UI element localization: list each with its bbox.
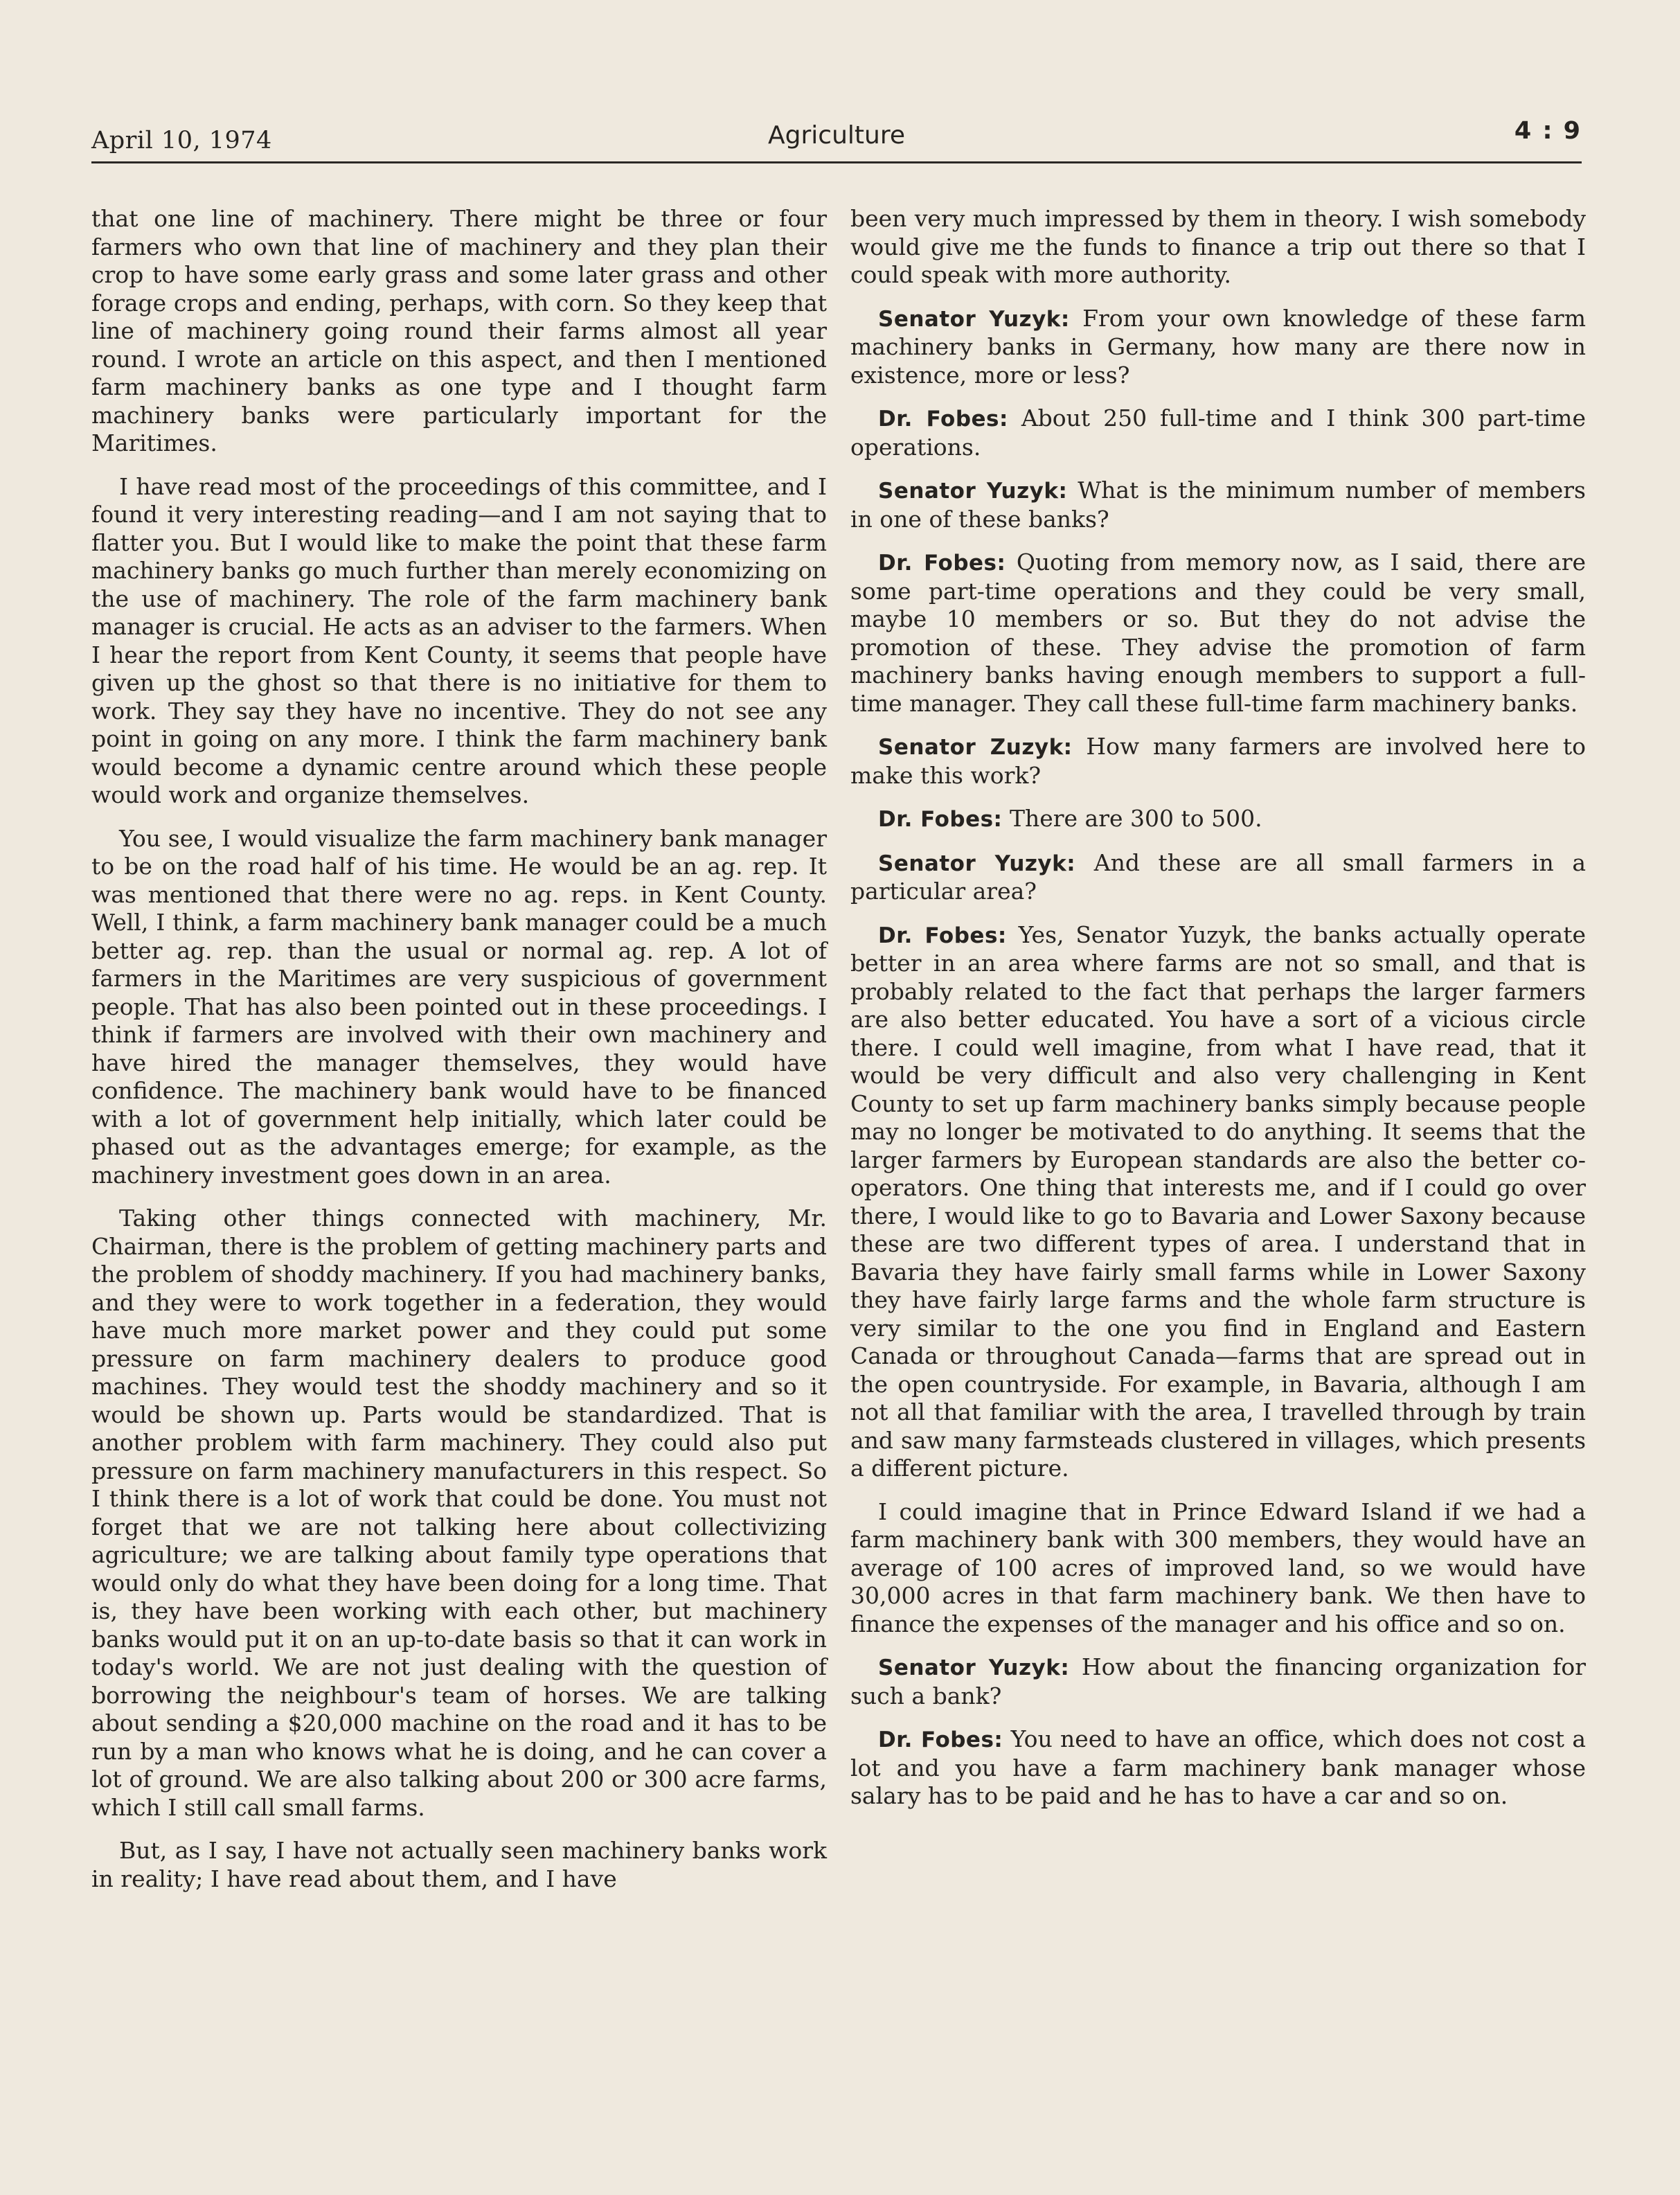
speaker-name: Dr. Fobes: bbox=[878, 407, 1008, 432]
speaker-paragraph bbox=[850, 921, 1586, 1483]
paragraph-text: Quoting from memory now, as I said, there are some part-time operations and they could be very small, maybe 10 members or so. But they do not advise the promotion of these. They advise the promotion of farm machinery banks having enough members to support a full-time manager. They call these full-time farm machinery banks. bbox=[850, 549, 1586, 717]
paragraph-text: You need to have an office, which does not cost a lot and you have a farm machinery bank manager whose salary has to be paid and he has to have a car and so on. bbox=[850, 1725, 1586, 1809]
paragraph-text: But, as I say, I have not actually seen machinery banks work in reality; I have read about them, and I have bbox=[91, 1837, 827, 1892]
paragraph bbox=[850, 205, 1586, 290]
speaker-paragraph bbox=[850, 477, 1586, 533]
paragraph bbox=[850, 1498, 1586, 1639]
speaker-paragraph bbox=[850, 849, 1586, 906]
page-header bbox=[91, 117, 1582, 170]
right-column bbox=[850, 205, 1586, 1826]
paragraph bbox=[91, 1205, 827, 1822]
paragraph-text: been very much impressed by them in theory. I wish somebody would give me the funds to finance a trip out there so that I could speak with more authority. bbox=[850, 205, 1586, 288]
speaker-name: Dr. Fobes: bbox=[878, 1727, 1003, 1752]
paragraph-text: And these are all small farmers in a particular area? bbox=[850, 848, 1586, 905]
paragraph-text: Taking other things connected with machinery, Mr. Chairman, there is the problem of getting machinery parts and the problem of shoddy machinery. If you had machinery banks, and they were to work together in a federation, they would have much more market power and they could put some pressure on farm machinery dealers to produce good machines. They would test the shoddy machinery and so it would be shown up. Parts would be standardized. That is another problem with farm machinery. They could also put pressure on farm machinery manufacturers in this respect. So I think there is a lot of work that could be done. You must not forget that we are not talking here about collectivizing agriculture; we are talking about family type operations that would only do what they have been doing for a long time. That is, they have been working with each other, but machinery banks would put it on an up-to-date basis so that it can work in today's world. We are not just dealing with the question of borrowing the neighbour's team of horses. We are talking about sending a $20,000 machine on the road and it has to be run by a man who knows what he is doing, and he can cover a lot of ground. We are also talking about 200 or 300 acre farms, which I still call small farms. bbox=[91, 1205, 827, 1821]
header-section-title: Agriculture bbox=[768, 121, 905, 150]
paragraph-text: About 250 full-time and I think 300 part-time operations. bbox=[850, 405, 1586, 461]
header-page-number: 4 : 9 bbox=[1514, 117, 1582, 145]
speaker-name: Senator Yuzyk: bbox=[878, 306, 1070, 332]
paragraph-text: that one line of machinery. There might be three or four farmers who own that line of machinery and they plan their crop to have some early grass and some later grass and other forage crops and ending, perhaps, with corn. So they keep that line of machinery going round their farms almost all year round. I wrote an article on this aspect, and then I mentioned farm machinery banks as one type and I thought farm machinery banks were particularly important for the Maritimes. bbox=[91, 205, 827, 456]
paragraph-text: From your own knowledge of these farm machinery banks in Germany, how many are there now in existence, more or less? bbox=[850, 304, 1586, 389]
paragraph bbox=[91, 825, 827, 1190]
paragraph-text: What is the minimum number of members in one of these banks? bbox=[850, 477, 1586, 533]
speaker-name: Senator Zuzyk: bbox=[878, 735, 1073, 760]
paragraph-text: I have read most of the proceedings of this committee, and I found it very interesting reading—and I am not saying that to flatter you. But I would like to make the point that these farm machinery banks go much further than merely economizing on the use of machinery. The role of the farm machinery bank manager is crucial. He acts as an adviser to the farmers. When I hear the report from Kent County, it seems that people have given up the ghost so that there is no initiative for them to work. They say they have no incentive. They do not see any point in going on any more. I think the farm machinery bank would become a dynamic centre around which these people would work and organize themselves. bbox=[91, 472, 827, 808]
speaker-paragraph bbox=[850, 733, 1586, 790]
speaker-paragraph bbox=[850, 1653, 1586, 1710]
speaker-name: Senator Yuzyk: bbox=[878, 1655, 1070, 1680]
speaker-paragraph bbox=[850, 549, 1586, 718]
header-date: April 10, 1974 bbox=[91, 127, 272, 154]
speaker-paragraph bbox=[850, 305, 1586, 390]
speaker-paragraph bbox=[850, 1725, 1586, 1811]
speaker-paragraph bbox=[850, 405, 1586, 461]
speaker-paragraph bbox=[850, 805, 1586, 834]
speaker-name: Dr. Fobes: bbox=[878, 923, 1007, 948]
paragraph bbox=[91, 1837, 827, 1893]
speaker-name: Senator Yuzyk: bbox=[878, 479, 1068, 504]
paragraph bbox=[91, 205, 827, 458]
speaker-name: Dr. Fobes: bbox=[878, 807, 1003, 832]
left-column bbox=[91, 205, 827, 1908]
paragraph-text: How about the financing organization for such a bank? bbox=[850, 1653, 1586, 1709]
paragraph-text: There are 300 to 500. bbox=[1009, 805, 1262, 832]
paragraph-text: I could imagine that in Prince Edward Island if we had a farm machinery bank with 300 members, they would have an average of 100 acres of improved land, so we would have 30,000 acres in that farm machinery bank. We then have to finance the expenses of the manager and his office and so on. bbox=[850, 1498, 1586, 1637]
speaker-name: Senator Yuzyk: bbox=[878, 851, 1076, 876]
speaker-name: Dr. Fobes: bbox=[878, 551, 1006, 576]
paragraph-text: Yes, Senator Yuzyk, the banks actually operate better in an area where farms are not so small, and that is probably related to the fact that perhaps the larger farmers are also better educated. You have a sort of a vicious circle there. I could well imagine, from what I have read, that it would be very difficult and also very challenging in Kent County to set up farm machinery banks simply because people may no longer be motivated to do anything. It seems that the larger farmers by European standards are also the better co-operators. One thing that interests me, and if I could go over there, I would like to go to Bavaria and Lower Saxony because these are two different types of area. I understand that in Bavaria they have fairly small farms while in Lower Saxony they have fairly large farms and the whole farm structure is very similar to the one you find in England and Eastern Canada or throughout Canada—farms that are spread out in the open countryside. For example, in Bavaria, although I am not all that familiar with the area, I travelled through by train and saw many farmsteads clustered in villages, which presents a different picture. bbox=[850, 921, 1586, 1482]
paragraph-text: You see, I would visualize the farm machinery bank manager to be on the road half of his time. He would be an ag. rep. It was mentioned that there were no ag. reps. in Kent County. Well, I think, a farm machinery bank manager could be a much better ag. rep. than the usual or normal ag. rep. A lot of farmers in the Maritimes are very suspicious of government people. That has also been pointed out in these proceedings. I think if farmers are involved with their own machinery and have hired the manager themselves, they would have confidence. The machinery bank would have to be financed with a lot of government help initially, which later could be phased out as the advantages emerge; for example, as the machinery investment goes down in an area. bbox=[91, 824, 827, 1189]
paragraph bbox=[91, 473, 827, 810]
header-rule bbox=[91, 161, 1582, 163]
paragraph-text: How many farmers are involved here to make this work? bbox=[850, 733, 1586, 789]
